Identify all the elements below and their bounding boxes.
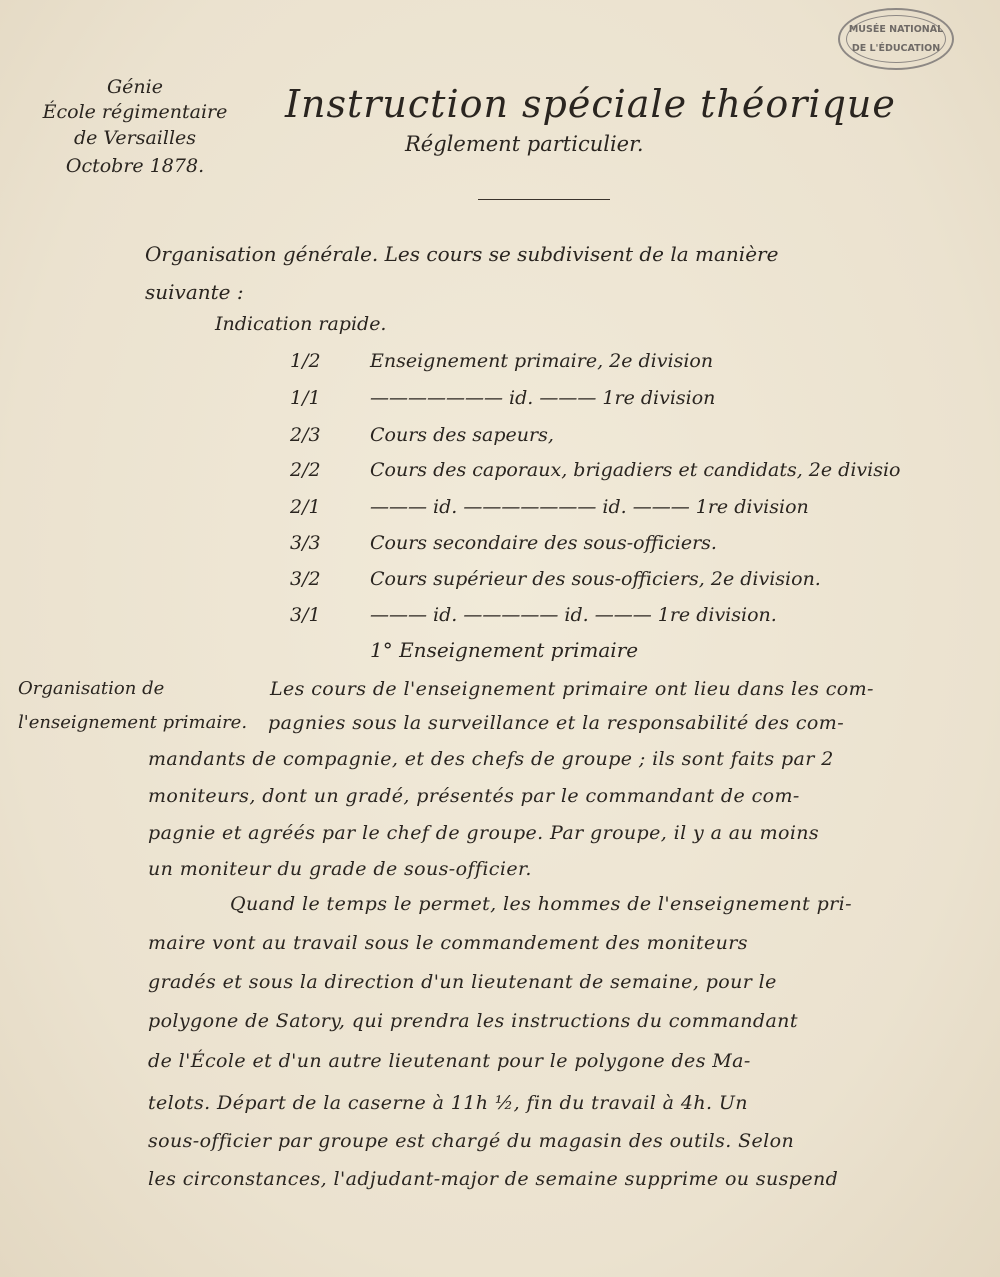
course-text: Cours des caporaux, brigadiers et candidats, 2e divisio — [370, 459, 901, 481]
margin-line-2: École régimentaire — [42, 101, 228, 123]
course-code: 2/1 — [290, 496, 321, 518]
body-line: pagnies sous la surveillance et la responsabilité des com- — [268, 712, 845, 734]
course-code: 3/2 — [290, 568, 321, 590]
body-line: polygone de Satory, qui prendra les instructions du commandant — [148, 1010, 798, 1032]
course-text: Cours secondaire des sous-officiers. — [370, 532, 717, 554]
body-line: Les cours de l'enseignement primaire ont lieu dans les com- — [270, 678, 874, 700]
stamp-line-1: MUSÉE NATIONAL — [848, 24, 944, 35]
organisation-line-1: Organisation générale. Les cours se subdivisent de la manière — [145, 242, 779, 266]
course-code: 3/1 — [290, 604, 321, 626]
course-code: 2/2 — [290, 459, 321, 481]
section-heading: 1° Enseignement primaire — [370, 638, 639, 662]
page-subtitle: Réglement particulier. — [405, 132, 644, 156]
course-text: Cours des sapeurs, — [370, 424, 554, 446]
page-title: Instruction spéciale théorique — [285, 82, 896, 126]
margin-header — [30, 76, 240, 177]
course-text: ——— id. ——————— id. ——— 1re division — [370, 496, 809, 518]
organisation-line-2: suivante : — [145, 280, 244, 304]
indication-heading: Indication rapide. — [215, 313, 387, 335]
side-label-line-2: l'enseignement primaire. — [18, 712, 248, 733]
margin-line-3: de Versailles — [73, 127, 197, 149]
body-line: mandants de compagnie, et des chefs de groupe ; ils sont faits par 2 — [148, 748, 834, 770]
course-code: 2/3 — [290, 424, 321, 446]
body-line: de l'École et d'un autre lieutenant pour le polygone des Ma- — [148, 1050, 751, 1072]
stamp-line-2: DE L'ÉDUCATION — [851, 43, 941, 54]
course-text: ——— id. ————— id. ——— 1re division. — [370, 604, 777, 626]
body-line: telots. Départ de la caserne à 11h ½, fin du travail à 4h. Un — [148, 1092, 748, 1114]
museum-stamp — [838, 8, 954, 70]
course-text: Cours supérieur des sous-officiers, 2e division. — [370, 568, 821, 590]
side-label-line-1: Organisation de — [18, 678, 165, 699]
body-line: Quand le temps le permet, les hommes de l'enseignement pri- — [230, 893, 852, 915]
course-code: 1/2 — [290, 350, 321, 372]
body-line: maire vont au travail sous le commandement des moniteurs — [148, 932, 748, 954]
title-divider — [478, 199, 610, 200]
course-code: 1/1 — [290, 387, 321, 409]
body-line: un moniteur du grade de sous-officier. — [148, 858, 532, 880]
body-line: sous-officier par groupe est chargé du magasin des outils. Selon — [148, 1130, 795, 1152]
body-line: les circonstances, l'adjudant-major de semaine supprime ou suspend — [148, 1168, 839, 1190]
margin-line-4: Octobre 1878. — [65, 155, 205, 177]
margin-line-1: Génie — [107, 76, 163, 98]
body-line: pagnie et agréés par le chef de groupe. Par groupe, il y a au moins — [148, 822, 820, 844]
body-line: gradés et sous la direction d'un lieutenant de semaine, pour le — [148, 971, 777, 993]
course-text: Enseignement primaire, 2e division — [370, 350, 714, 372]
body-line: moniteurs, dont un gradé, présentés par le commandant de com- — [148, 785, 800, 807]
course-text: ——————— id. ——— 1re division — [370, 387, 716, 409]
course-code: 3/3 — [290, 532, 321, 554]
